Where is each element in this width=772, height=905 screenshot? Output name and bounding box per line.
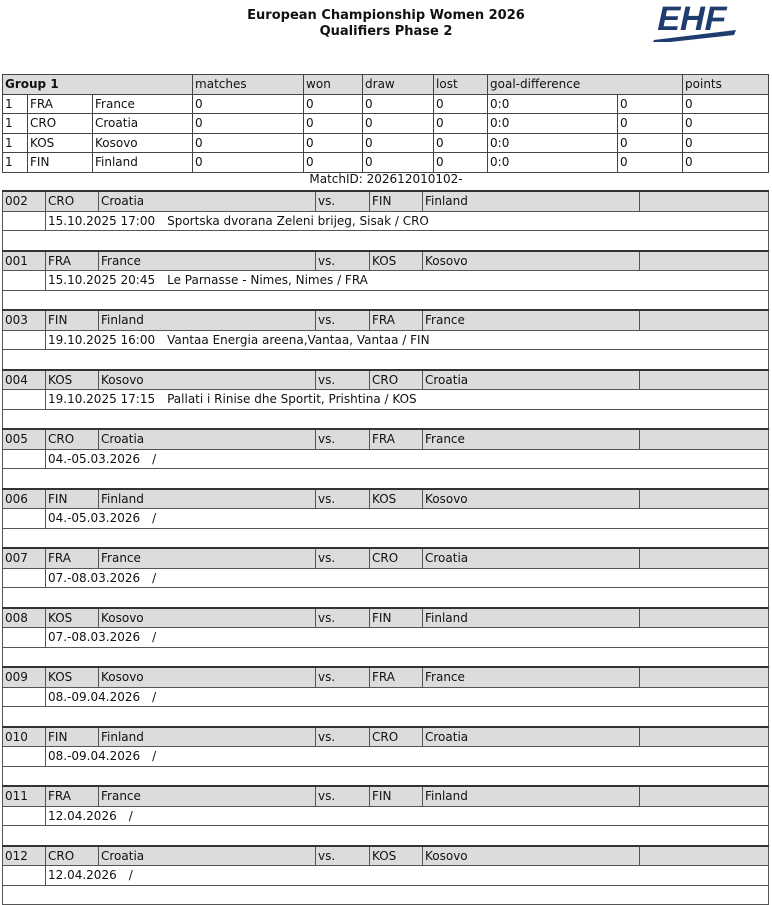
details-spacer <box>3 806 46 826</box>
away-code: CRO <box>370 727 423 747</box>
points-value: 0 <box>683 94 769 114</box>
match-info <box>46 330 769 350</box>
result-cell <box>640 846 769 866</box>
won-value: 0 <box>304 94 363 114</box>
match-datetime: 19.10.2025 16:00 <box>48 332 156 347</box>
away-code: FIN <box>370 608 423 628</box>
result-cell <box>640 251 769 271</box>
document-title: European Championship Women 2026 <box>247 8 525 23</box>
empty-cell <box>3 469 769 489</box>
empty-cell <box>3 826 769 846</box>
home-team: Kosovo <box>99 667 316 687</box>
diff-value: 0 <box>618 94 683 114</box>
points-value: 0 <box>683 153 769 173</box>
match-number: 002 <box>3 191 46 211</box>
lost-value: 0 <box>434 133 488 153</box>
match-number: 001 <box>3 251 46 271</box>
match-venue: / <box>152 689 157 704</box>
match-row <box>3 548 769 568</box>
won-value: 0 <box>304 133 363 153</box>
vs-label: vs. <box>316 489 370 509</box>
match-empty-row <box>3 528 769 548</box>
home-code: FRA <box>46 786 99 806</box>
match-empty-row <box>3 885 769 905</box>
details-spacer <box>3 866 46 886</box>
result-cell <box>640 608 769 628</box>
match-number: 011 <box>3 786 46 806</box>
details-spacer <box>3 568 46 588</box>
match-number: 012 <box>3 846 46 866</box>
home-team: Kosovo <box>99 370 316 390</box>
position: 1 <box>3 133 28 153</box>
match-venue: / <box>128 868 133 883</box>
vs-label: vs. <box>316 429 370 449</box>
diff-value: 0 <box>618 153 683 173</box>
goals-value: 0:0 <box>488 153 618 173</box>
empty-cell <box>3 707 769 727</box>
diff-value: 0 <box>618 133 683 153</box>
away-team: Kosovo <box>423 489 640 509</box>
home-code: CRO <box>46 846 99 866</box>
away-code: KOS <box>370 489 423 509</box>
match-details-row <box>3 390 769 410</box>
match-empty-row <box>3 707 769 727</box>
points-value: 0 <box>683 114 769 134</box>
home-code: KOS <box>46 370 99 390</box>
vs-label: vs. <box>316 548 370 568</box>
group-label: Group 1 <box>3 75 193 95</box>
home-code: FRA <box>46 548 99 568</box>
empty-cell <box>3 588 769 608</box>
draw-value: 0 <box>363 133 434 153</box>
away-code: FIN <box>370 786 423 806</box>
standings-row <box>3 114 769 134</box>
match-row <box>3 370 769 390</box>
match-datetime: 15.10.2025 20:45 <box>48 273 156 288</box>
result-cell <box>640 727 769 747</box>
match-datetime: 12.04.2026 <box>48 808 117 823</box>
result-cell <box>640 429 769 449</box>
position: 1 <box>3 114 28 134</box>
goals-value: 0:0 <box>488 114 618 134</box>
team-code: FRA <box>28 94 93 114</box>
col-draw: draw <box>363 75 434 95</box>
home-code: FRA <box>46 251 99 271</box>
empty-cell <box>3 766 769 786</box>
match-venue: / <box>152 511 157 526</box>
match-number: 004 <box>3 370 46 390</box>
home-team: France <box>99 251 316 271</box>
home-code: KOS <box>46 608 99 628</box>
match-details-row <box>3 330 769 350</box>
home-team: Croatia <box>99 191 316 211</box>
home-code: FIN <box>46 310 99 330</box>
match-row <box>3 608 769 628</box>
empty-cell <box>3 290 769 310</box>
details-spacer <box>3 271 46 291</box>
col-won: won <box>304 75 363 95</box>
home-code: CRO <box>46 429 99 449</box>
vs-label: vs. <box>316 608 370 628</box>
ehf-logo <box>650 0 746 42</box>
match-datetime: 04.-05.03.2026 <box>48 451 141 466</box>
won-value: 0 <box>304 114 363 134</box>
goals-value: 0:0 <box>488 133 618 153</box>
match-details-row <box>3 747 769 767</box>
lost-value: 0 <box>434 114 488 134</box>
match-venue: Pallati i Rinise dhe Sportit, Prishtina / KOS <box>167 392 417 407</box>
col-points: points <box>683 75 769 95</box>
standings-row <box>3 133 769 153</box>
away-team: Kosovo <box>423 251 640 271</box>
match-info <box>46 687 769 707</box>
empty-cell <box>3 231 769 251</box>
position: 1 <box>3 153 28 173</box>
match-venue: Le Parnasse - Nimes, Nimes / FRA <box>167 273 368 288</box>
team-name: Kosovo <box>93 133 193 153</box>
result-cell <box>640 489 769 509</box>
match-row <box>3 846 769 866</box>
match-info <box>46 390 769 410</box>
match-empty-row <box>3 290 769 310</box>
match-info <box>46 271 769 291</box>
away-code: FIN <box>370 191 423 211</box>
match-datetime: 07.-08.03.2026 <box>48 630 141 645</box>
match-info <box>46 628 769 648</box>
details-spacer <box>3 390 46 410</box>
away-team: Croatia <box>423 727 640 747</box>
home-code: KOS <box>46 667 99 687</box>
team-code: FIN <box>28 153 93 173</box>
match-details-row <box>3 866 769 886</box>
lost-value: 0 <box>434 94 488 114</box>
match-empty-row <box>3 826 769 846</box>
match-datetime: 12.04.2026 <box>48 868 117 883</box>
away-team: France <box>423 429 640 449</box>
vs-label: vs. <box>316 786 370 806</box>
away-team: Croatia <box>423 548 640 568</box>
match-number: 007 <box>3 548 46 568</box>
match-number: 003 <box>3 310 46 330</box>
away-team: Kosovo <box>423 846 640 866</box>
match-datetime: 07.-08.03.2026 <box>48 570 141 585</box>
away-team: Finland <box>423 608 640 628</box>
match-venue: / <box>152 451 157 466</box>
home-team: France <box>99 786 316 806</box>
empty-cell <box>3 885 769 905</box>
match-details-row <box>3 211 769 231</box>
points-value: 0 <box>683 133 769 153</box>
details-spacer <box>3 747 46 767</box>
details-spacer <box>3 449 46 469</box>
match-row <box>3 727 769 747</box>
match-details-row <box>3 628 769 648</box>
match-number: 009 <box>3 667 46 687</box>
match-info <box>46 509 769 529</box>
home-team: Finland <box>99 310 316 330</box>
match-datetime: 19.10.2025 17:15 <box>48 392 156 407</box>
team-name: Finland <box>93 153 193 173</box>
match-row <box>3 489 769 509</box>
match-datetime: 08.-09.04.2026 <box>48 749 141 764</box>
result-cell <box>640 548 769 568</box>
details-spacer <box>3 509 46 529</box>
away-code: FRA <box>370 310 423 330</box>
standings-table <box>2 74 769 173</box>
away-code: CRO <box>370 370 423 390</box>
away-team: Croatia <box>423 370 640 390</box>
match-venue: / <box>152 749 157 764</box>
match-info <box>46 449 769 469</box>
empty-cell <box>3 350 769 370</box>
details-spacer <box>3 628 46 648</box>
result-cell <box>640 191 769 211</box>
won-value: 0 <box>304 153 363 173</box>
vs-label: vs. <box>316 191 370 211</box>
document-subtitle: Qualifiers Phase 2 <box>319 24 453 39</box>
details-spacer <box>3 330 46 350</box>
draw-value: 0 <box>363 94 434 114</box>
match-venue: / <box>152 570 157 585</box>
away-team: Finland <box>423 191 640 211</box>
match-details-row <box>3 806 769 826</box>
match-venue: / <box>152 630 157 645</box>
away-team: France <box>423 667 640 687</box>
away-code: KOS <box>370 846 423 866</box>
lost-value: 0 <box>434 153 488 173</box>
match-row <box>3 667 769 687</box>
match-details-row <box>3 271 769 291</box>
away-code: FRA <box>370 429 423 449</box>
match-datetime: 15.10.2025 17:00 <box>48 213 156 228</box>
match-empty-row <box>3 647 769 667</box>
match-info <box>46 568 769 588</box>
col-matches: matches <box>193 75 304 95</box>
match-row <box>3 310 769 330</box>
matches-value: 0 <box>193 94 304 114</box>
position: 1 <box>3 94 28 114</box>
away-team: France <box>423 310 640 330</box>
team-name: France <box>93 94 193 114</box>
match-empty-row <box>3 350 769 370</box>
match-schedule-table <box>2 190 769 905</box>
home-team: France <box>99 548 316 568</box>
home-code: FIN <box>46 727 99 747</box>
home-team: Croatia <box>99 429 316 449</box>
empty-cell <box>3 647 769 667</box>
match-venue: Sportska dvorana Zeleni brijeg, Sisak / CRO <box>167 213 429 228</box>
home-code: FIN <box>46 489 99 509</box>
away-team: Finland <box>423 786 640 806</box>
match-row <box>3 251 769 271</box>
vs-label: vs. <box>316 310 370 330</box>
match-empty-row <box>3 231 769 251</box>
match-datetime: 04.-05.03.2026 <box>48 511 141 526</box>
match-datetime: 08.-09.04.2026 <box>48 689 141 704</box>
team-name: Croatia <box>93 114 193 134</box>
result-cell <box>640 370 769 390</box>
home-code: CRO <box>46 191 99 211</box>
match-row <box>3 786 769 806</box>
team-code: CRO <box>28 114 93 134</box>
standings-header-row <box>3 75 769 95</box>
vs-label: vs. <box>316 846 370 866</box>
home-team: Finland <box>99 489 316 509</box>
draw-value: 0 <box>363 114 434 134</box>
goals-value: 0:0 <box>488 94 618 114</box>
matches-value: 0 <box>193 153 304 173</box>
result-cell <box>640 786 769 806</box>
match-details-row <box>3 687 769 707</box>
draw-value: 0 <box>363 153 434 173</box>
vs-label: vs. <box>316 251 370 271</box>
match-venue: / <box>128 808 133 823</box>
matches-value: 0 <box>193 114 304 134</box>
vs-label: vs. <box>316 370 370 390</box>
home-team: Finland <box>99 727 316 747</box>
match-empty-row <box>3 469 769 489</box>
match-info <box>46 211 769 231</box>
home-team: Croatia <box>99 846 316 866</box>
details-spacer <box>3 687 46 707</box>
match-number: 005 <box>3 429 46 449</box>
match-number: 008 <box>3 608 46 628</box>
match-info <box>46 866 769 886</box>
match-info <box>46 747 769 767</box>
result-cell <box>640 667 769 687</box>
result-cell <box>640 310 769 330</box>
empty-cell <box>3 409 769 429</box>
ehf-logo-text: EHF <box>653 0 730 38</box>
match-info <box>46 806 769 826</box>
away-code: KOS <box>370 251 423 271</box>
team-code: KOS <box>28 133 93 153</box>
col-goal-difference: goal-difference <box>488 75 683 95</box>
home-team: Kosovo <box>99 608 316 628</box>
vs-label: vs. <box>316 727 370 747</box>
vs-label: vs. <box>316 667 370 687</box>
match-empty-row <box>3 409 769 429</box>
matches-value: 0 <box>193 133 304 153</box>
match-id: MatchID: 202612010102- <box>309 172 463 186</box>
match-row <box>3 191 769 211</box>
match-venue: Vantaa Energia areena,Vantaa, Vantaa / FIN <box>167 332 430 347</box>
match-number: 006 <box>3 489 46 509</box>
standings-row <box>3 94 769 114</box>
standings-row <box>3 153 769 173</box>
match-row <box>3 429 769 449</box>
details-spacer <box>3 211 46 231</box>
empty-cell <box>3 528 769 548</box>
match-details-row <box>3 509 769 529</box>
match-details-row <box>3 449 769 469</box>
match-empty-row <box>3 766 769 786</box>
match-number: 010 <box>3 727 46 747</box>
col-lost: lost <box>434 75 488 95</box>
away-code: FRA <box>370 667 423 687</box>
away-code: CRO <box>370 548 423 568</box>
match-details-row <box>3 568 769 588</box>
diff-value: 0 <box>618 114 683 134</box>
match-empty-row <box>3 588 769 608</box>
